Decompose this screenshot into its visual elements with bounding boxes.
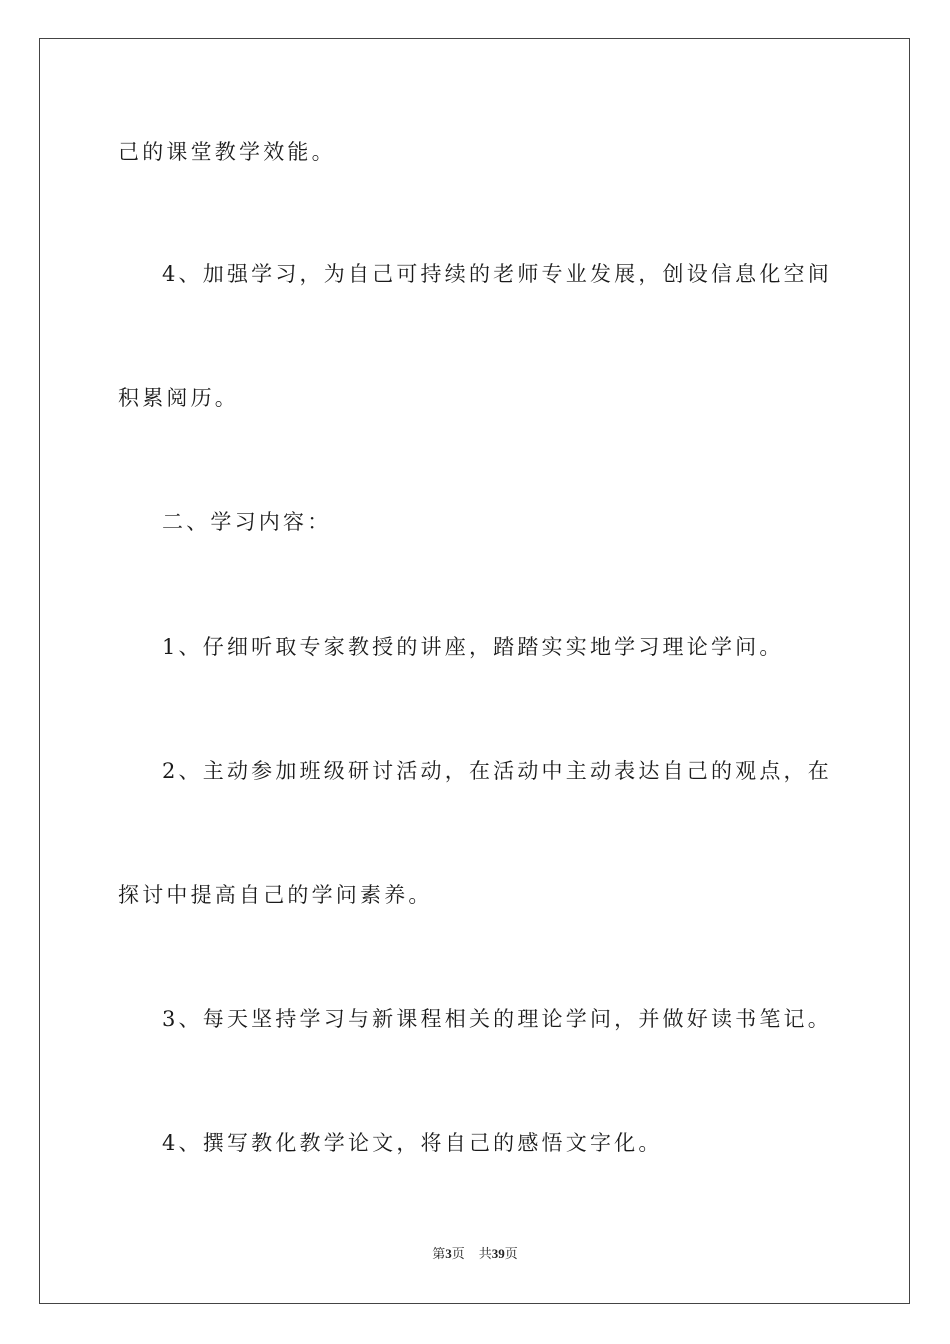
page-prefix: 第 bbox=[432, 1246, 446, 1261]
paragraph-line-2: 4、加强学习，为自己可持续的老师专业发展，创设信息化空间 bbox=[162, 262, 832, 286]
paragraph-line-3: 积累阅历。 bbox=[118, 386, 239, 410]
page-number: 3 bbox=[445, 1246, 452, 1261]
total-pages: 39 bbox=[491, 1246, 505, 1261]
page-border bbox=[39, 38, 910, 1304]
list-item-1: 1、仔细听取专家教授的讲座，踏踏实实地学习理论学问。 bbox=[162, 635, 784, 659]
section-heading: 二、学习内容： bbox=[162, 510, 332, 534]
list-item-2: 2、主动参加班级研讨活动，在活动中主动表达自己的观点，在 bbox=[162, 759, 832, 783]
paragraph-line-1: 己的课堂教学效能。 bbox=[118, 140, 336, 164]
list-item-2-continued: 探讨中提高自己的学问素养。 bbox=[118, 883, 433, 907]
page-footer bbox=[0, 1246, 950, 1262]
list-item-4: 4、撰写教化教学论文，将自己的感悟文字化。 bbox=[162, 1131, 663, 1155]
total-suffix: 页 bbox=[504, 1246, 518, 1261]
total-prefix: 共 bbox=[478, 1246, 492, 1261]
page-suffix: 页 bbox=[451, 1246, 465, 1261]
list-item-3: 3、每天坚持学习与新课程相关的理论学问，并做好读书笔记。 bbox=[162, 1007, 832, 1031]
